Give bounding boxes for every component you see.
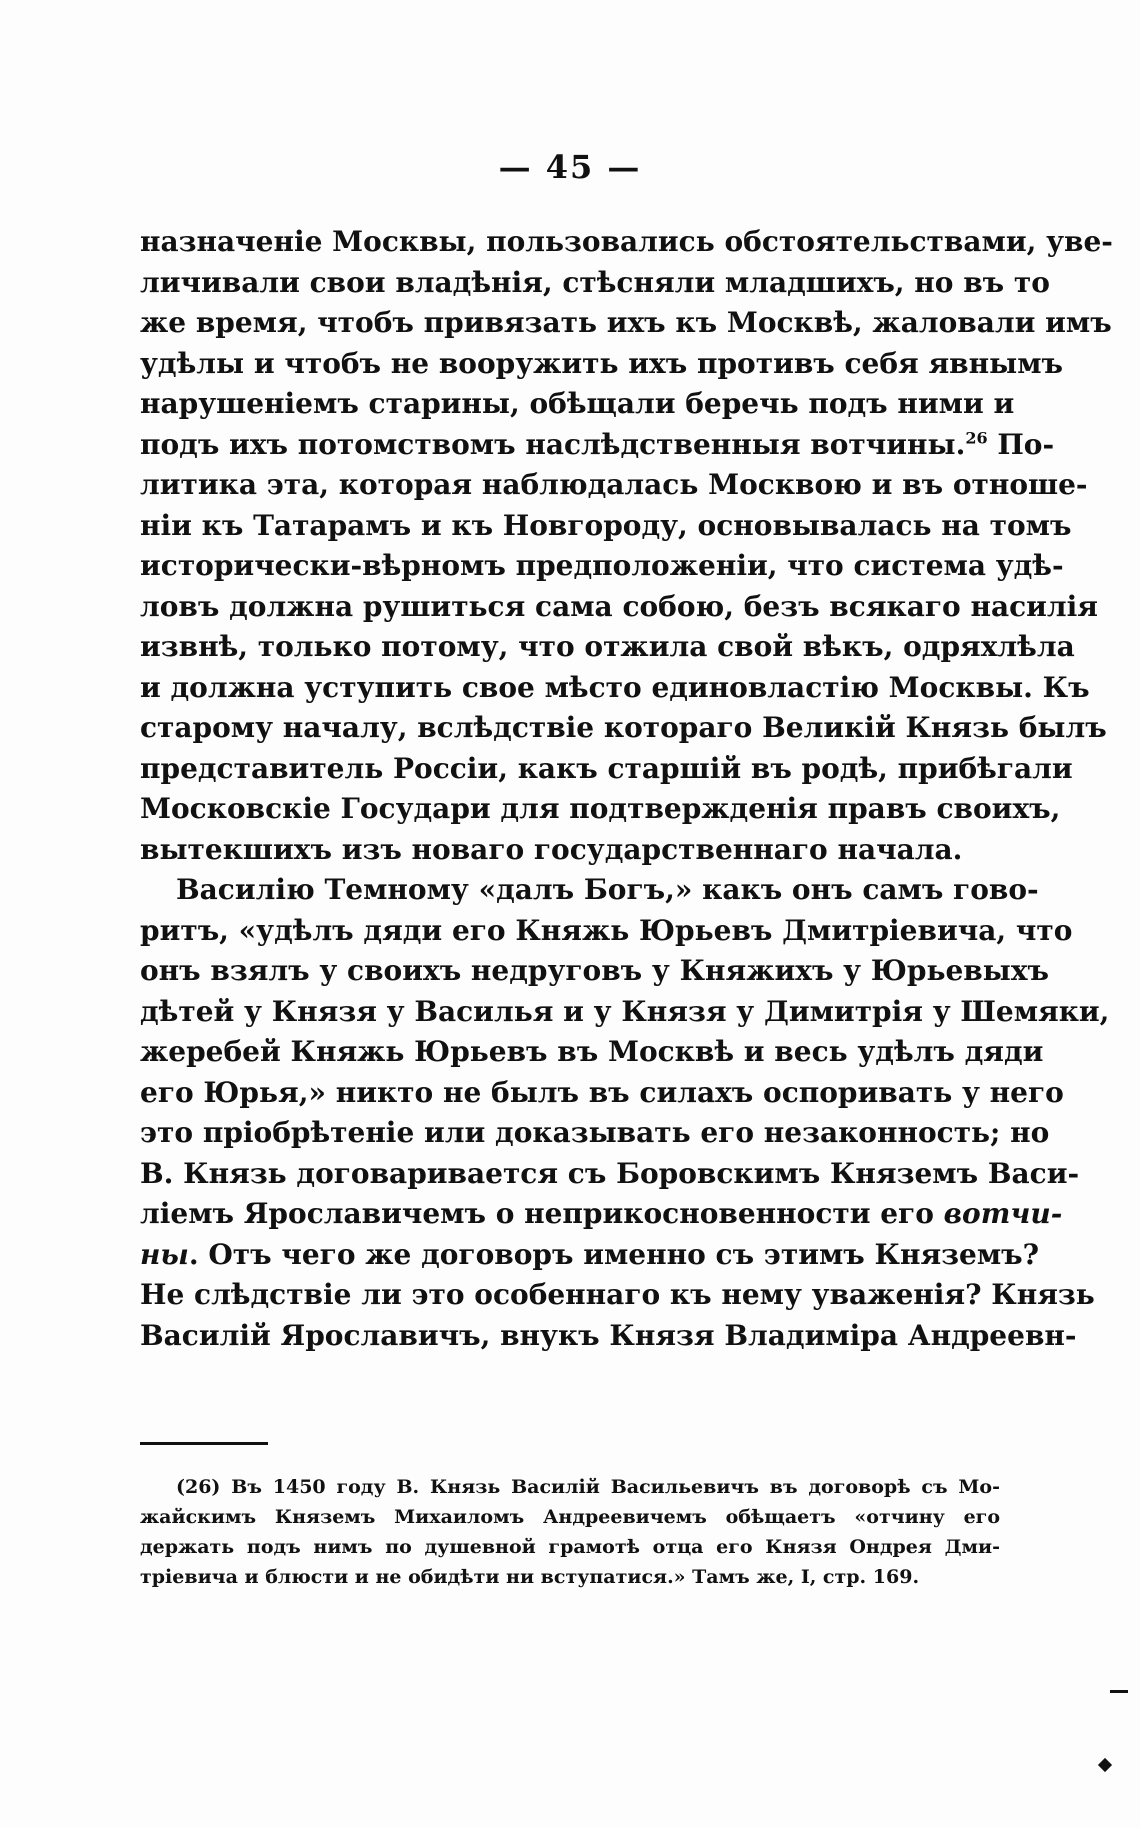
text-line — [140, 344, 1063, 385]
text-line-content: это пріобрѣтеніе или доказывать его незаконность; но — [140, 1116, 1050, 1149]
footnote-line: (26) Въ 1450 году В. Князь Василій Васильевичъ въ договорѣ съ Мо- — [176, 1476, 1000, 1498]
italic-word: вотчи- — [943, 1197, 1063, 1230]
text-line-content: литика эта, которая наблюдалась Москвою и въ отноше- — [140, 468, 1088, 501]
text-line-content: удѣлы и чтобъ не вооружить ихъ противъ себя явнымъ — [140, 346, 1063, 380]
text-line — [140, 1032, 1044, 1073]
text-line — [140, 708, 1107, 749]
text-line-content: ловъ должна рушиться сама собою, безъ всякаго насилія — [140, 589, 1098, 623]
text-line — [140, 1275, 1095, 1316]
text-line — [140, 1316, 1077, 1357]
text-line — [140, 749, 1073, 790]
text-line — [140, 830, 1000, 871]
scan-speck — [1110, 1690, 1128, 1693]
text-line-content: Московскіе Государи для подтвержденія правъ своихъ, — [140, 792, 1061, 825]
footnote-line: жайскимъ Княземъ Михаиломъ Андреевичемъ обѣщаетъ «отчину его — [140, 1506, 1000, 1528]
text-line-content: личивали свои владѣнія, стѣсняли младшихъ, но въ то — [140, 265, 1050, 299]
text-line — [140, 951, 1049, 992]
text-line-content: Василій Ярославичъ, внукъ Князя Владиміра Андреевн- — [140, 1318, 1077, 1352]
text-line — [140, 222, 1113, 263]
text-line — [140, 992, 1110, 1033]
text-line — [140, 546, 1064, 587]
text-line — [140, 789, 1061, 830]
text-line — [140, 384, 1015, 425]
text-line-content: же время, чтобъ привязать ихъ къ Москвѣ, жаловали имъ — [140, 306, 1112, 339]
text-line-content: исторически-вѣрномъ предположеніи, что система удѣ- — [140, 549, 1064, 582]
text-line — [140, 1154, 1080, 1195]
text-line-content: представитель Россіи, какъ старшій въ родѣ, прибѣгали — [140, 751, 1073, 785]
text-line-content: вытекшихъ изъ новаго государственнаго начала. — [140, 832, 963, 866]
footnote-line: держать подъ нимъ по душевной грамотѣ отца его Князя Ондрея Дми- — [140, 1536, 1000, 1558]
page-number: — 45 — — [498, 148, 642, 186]
text-line-content: В. Князь договаривается съ Боровскимъ Княземъ Васи- — [140, 1156, 1080, 1190]
main-text — [140, 222, 1113, 1356]
text-line — [140, 506, 1072, 547]
scan-speck — [1098, 1758, 1112, 1772]
footnote-separator — [140, 1442, 268, 1445]
footnote — [140, 1472, 1000, 1592]
text-line-content: назначеніе Москвы, пользовались обстоятельствами, уве- — [140, 225, 1113, 258]
text-line — [140, 668, 1090, 709]
text-line — [140, 263, 1050, 304]
text-line-content: ритъ, «удѣлъ дяди его Княжь Юрьевъ Дмитріевича, что — [140, 913, 1073, 947]
text-line-content: ніи къ Татарамъ и къ Новгороду, основывалась на томъ — [140, 508, 1072, 542]
text-line-content: извнѣ, только потому, что отжила свой вѣкъ, одряхлѣла — [140, 630, 1075, 663]
text-line — [140, 870, 1039, 911]
text-line-content: дѣтей у Князя у Василья и у Князя у Димитрія у Шемяки, — [140, 994, 1110, 1028]
italic-word: ны — [140, 1237, 189, 1271]
text-line — [140, 1194, 1063, 1235]
text-line-content: Василію Темному «далъ Богъ,» какъ онъ самъ гово- — [176, 873, 1039, 906]
text-line — [140, 465, 1088, 506]
text-line-content: его Юрья,» никто не былъ въ силахъ оспоривать у него — [140, 1075, 1064, 1109]
text-line-content: Не слѣдствіе ли это особеннаго къ нему уваженія? Князь — [140, 1278, 1095, 1311]
text-line-content: старому началу, вслѣдствіе котораго Великій Князь былъ — [140, 711, 1107, 744]
text-line-content: нарушеніемъ старины, обѣщали беречь подъ ними и — [140, 387, 1015, 420]
text-line-content: онъ взялъ у своихъ недруговъ у Княжихъ у Юрьевыхъ — [140, 954, 1049, 987]
text-line — [140, 627, 1075, 668]
text-line-content: подъ ихъ потомствомъ наслѣдственныя вотчины. — [140, 427, 966, 461]
text-line-tail: . Отъ чего же договоръ именно съ этимъ Княземъ? — [188, 1237, 1040, 1271]
footnote-reference[interactable]: 26 — [965, 428, 988, 448]
text-line — [140, 1235, 1040, 1276]
text-line — [140, 1073, 1064, 1114]
text-line — [140, 911, 1073, 952]
text-line — [140, 425, 1055, 466]
text-line — [140, 587, 1098, 628]
text-line-content: жеребей Княжь Юрьевъ въ Москвѣ и весь удѣлъ дяди — [140, 1035, 1044, 1068]
text-line-content: ліемъ Ярославичемъ о неприкосновенности его — [140, 1197, 944, 1230]
text-line — [140, 303, 1112, 344]
text-line — [140, 1113, 1050, 1154]
text-line-content: и должна уступить свое мѣсто единовластію Москвы. Къ — [140, 670, 1090, 704]
footnote-line: тріевича и блюсти и не обидѣти ни вступатися.» Тамъ же, I, стр. 169. — [140, 1566, 920, 1588]
text-line-tail: По- — [987, 427, 1055, 461]
